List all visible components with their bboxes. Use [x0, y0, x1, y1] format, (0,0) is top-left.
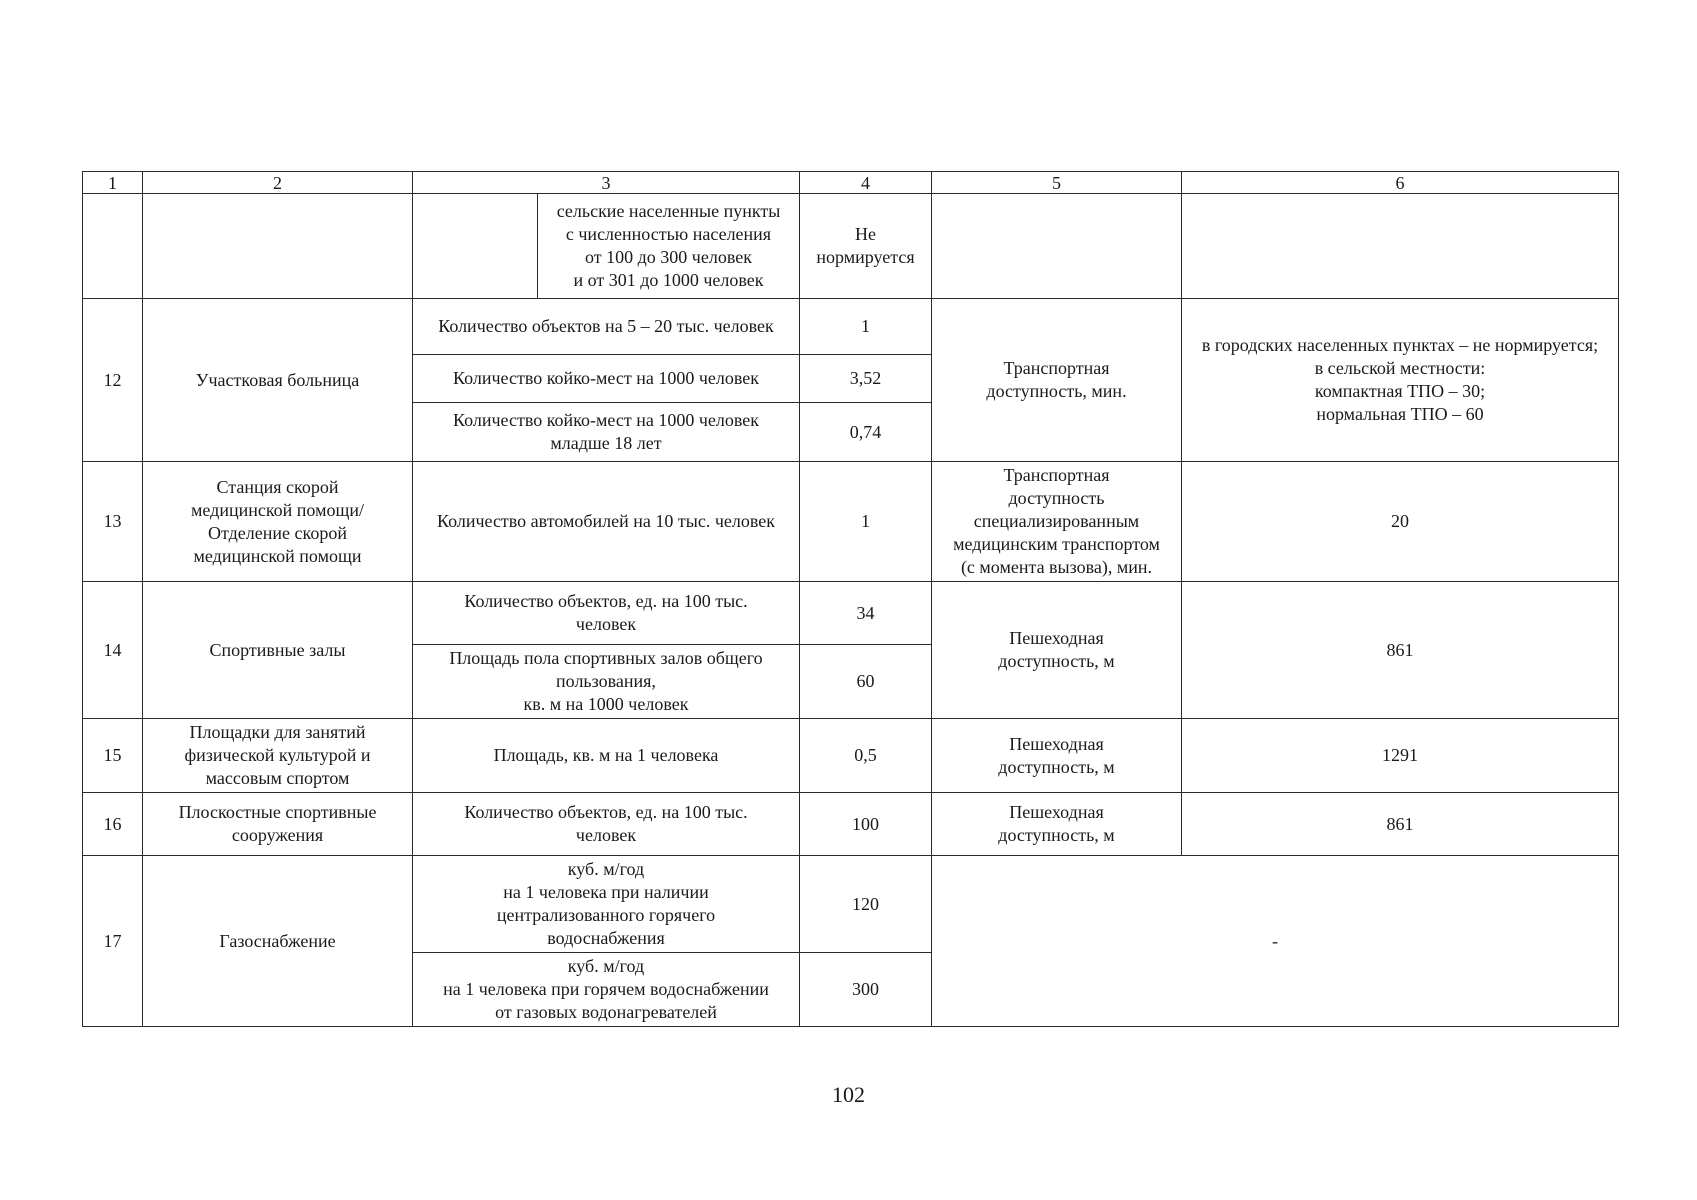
indicator-value: 3,52	[800, 355, 932, 403]
row-number: 16	[83, 793, 143, 856]
access-merged: -	[932, 856, 1619, 1027]
access-type	[932, 194, 1182, 299]
indicator-label: Количество объектов, ед. на 100 тыс. человек	[413, 793, 800, 856]
page-number: 102	[832, 1082, 865, 1107]
access-type: Транспортная доступность, мин.	[932, 299, 1182, 462]
header-cell: 1	[83, 172, 143, 194]
row-name: Площадки для занятий физической культурой и массовым спортом	[143, 719, 413, 793]
indicator-label: куб. м/год на 1 человека при горячем водоснабжении от газовых водонагревателей	[413, 953, 800, 1027]
table-row	[83, 462, 1619, 582]
header-cell: 3	[413, 172, 800, 194]
access-value: 861	[1182, 582, 1619, 719]
header-cell: 4	[800, 172, 932, 194]
indicator-label: Площадь, кв. м на 1 человека	[413, 719, 800, 793]
row-name: Участковая больница	[143, 299, 413, 462]
indicator-value: 1	[800, 462, 932, 582]
indicator-label: Площадь пола спортивных залов общего пользования, кв. м на 1000 человек	[413, 645, 800, 719]
indicator-label: Количество объектов на 5 – 20 тыс. человек	[413, 299, 800, 355]
access-value	[1182, 194, 1619, 299]
indicator-label: Количество объектов, ед. на 100 тыс. человек	[413, 582, 800, 645]
access-type: Пешеходная доступность, м	[932, 582, 1182, 719]
access-value: 861	[1182, 793, 1619, 856]
indicator-label: куб. м/год на 1 человека при наличии централизованного горячего водоснабжения	[413, 856, 800, 953]
indicator-label: Количество автомобилей на 10 тыс. человек	[413, 462, 800, 582]
indicator-value: 1	[800, 299, 932, 355]
access-type: Транспортная доступность специализированным медицинским транспортом (с момента вызова), мин.	[932, 462, 1182, 582]
indicator-value: 300	[800, 953, 932, 1027]
indicator-value: 0,74	[800, 403, 932, 462]
row-number: 14	[83, 582, 143, 719]
table-row	[83, 582, 1619, 645]
indicator-value: 0,5	[800, 719, 932, 793]
indicator-value: 34	[800, 582, 932, 645]
indicator-blank	[413, 194, 538, 299]
table-row-continuation	[83, 194, 1619, 299]
table-row	[83, 793, 1619, 856]
header-row	[83, 172, 1619, 194]
indicator-value: Не нормируется	[800, 194, 932, 299]
indicator-label: Количество койко-мест на 1000 человек младше 18 лет	[413, 403, 800, 462]
access-type: Пешеходная доступность, м	[932, 719, 1182, 793]
row-name: Станция скорой медицинской помощи/ Отделение скорой медицинской помощи	[143, 462, 413, 582]
indicator-value: 100	[800, 793, 932, 856]
row-number: 13	[83, 462, 143, 582]
indicator-value: 60	[800, 645, 932, 719]
access-type: Пешеходная доступность, м	[932, 793, 1182, 856]
row-number: 12	[83, 299, 143, 462]
row-name: Плоскостные спортивные сооружения	[143, 793, 413, 856]
header-cell: 6	[1182, 172, 1619, 194]
access-value: в городских населенных пунктах – не нормируется; в сельской местности: компактная ТПО – 30; нормальная ТПО – 60	[1182, 299, 1619, 462]
row-name: Спортивные залы	[143, 582, 413, 719]
indicator-value: 120	[800, 856, 932, 953]
row-number	[83, 194, 143, 299]
row-number: 15	[83, 719, 143, 793]
row-number: 17	[83, 856, 143, 1027]
table-row	[83, 299, 1619, 355]
settlement-category: сельские населенные пункты с численностью населения от 100 до 300 человек и от 301 до 1000 человек	[538, 194, 800, 299]
access-value: 20	[1182, 462, 1619, 582]
table-row	[83, 719, 1619, 793]
header-cell: 5	[932, 172, 1182, 194]
access-value: 1291	[1182, 719, 1619, 793]
row-name: Газоснабжение	[143, 856, 413, 1027]
indicator-label: Количество койко-мест на 1000 человек	[413, 355, 800, 403]
row-name	[143, 194, 413, 299]
table-row	[83, 856, 1619, 953]
standards-table	[82, 171, 1619, 1027]
header-cell: 2	[143, 172, 413, 194]
